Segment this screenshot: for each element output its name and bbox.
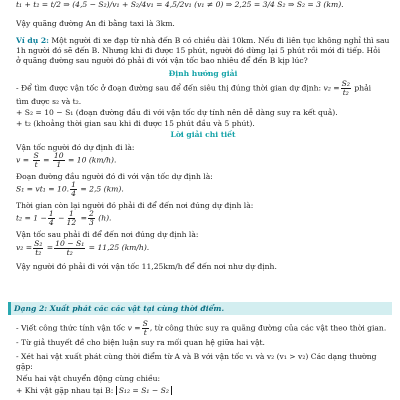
fraction-numerator: S [142, 320, 148, 328]
guide-line-1-text: - Để tìm được vận tốc ở đoạn đường sau để đến siêu thị đúng thời gian dự định: [16, 83, 324, 93]
fraction-numerator: 10 − S₁ [55, 239, 85, 248]
guide-formula-lhs: v₂ = [323, 83, 340, 93]
formula-text: v₂ = [16, 243, 33, 252]
method-bullet-3: - Xét hai vật xuất phát cùng thời điểm từ A và B với vận tốc v₁ và v₂ (v₁ > v₂) Các dạng thường [16, 352, 377, 361]
fraction-numerator: S₂ [341, 80, 350, 88]
guide-line-1 [16, 80, 390, 96]
guide-line-3: + S₂ = 10 − S₁ (đoạn đường đầu đi với vận tốc dự tính nên dễ dàng suy ra kết quả). [16, 108, 338, 117]
fraction-denominator: t [34, 159, 38, 168]
example-2-line-2: 1h người đó sẽ đến B. Nhưng khi đi được 15 phút, người đó dừng lại 5 phút rồi mới đi tiếp. Hỏi [16, 46, 381, 55]
fraction-numerator: S [33, 152, 39, 160]
guide-line-4: + t₂ (khoảng thời gian sau khi đi được 15 phút đầu và 5 phút). [16, 119, 255, 128]
method-case-heading: Nếu hai vật chuyển động cùng chiều: [16, 374, 161, 383]
fraction [48, 210, 55, 226]
formula-text: t₂ = 1 − [16, 213, 47, 223]
method-case-1 [16, 386, 390, 395]
formula-text: = 11,25 (km/h). [86, 243, 150, 252]
fraction [54, 240, 85, 257]
guide-line-1-end: phải [351, 83, 372, 93]
fraction [53, 152, 65, 168]
fraction-numerator: 1 [68, 210, 74, 218]
example-2-text-1: Một người đi xe đạp từ nhà đến B có chiều dài 10km. Nếu đi liên tục không nghỉ thì sau [48, 36, 390, 45]
fraction-denominator: 3 [88, 217, 94, 226]
fraction-denominator: t₂ [66, 247, 73, 257]
fraction-numerator: 2 [88, 210, 94, 218]
method-bullet-2: - Từ giả thuyết đề cho biện luận suy ra mối quan hệ giữa hai vật. [16, 338, 265, 347]
fraction [33, 152, 40, 168]
formula-text: − [55, 213, 65, 223]
guide-line-2: tìm được s₂ và t₂. [16, 97, 82, 106]
fraction-denominator: 4 [71, 188, 76, 197]
fraction-numerator: 10 [53, 152, 64, 160]
formula-text: = 2,5 (km). [77, 184, 124, 194]
formula-text: v = [127, 323, 141, 333]
fraction-numerator: 1 [48, 210, 54, 218]
fraction-denominator: 1 [56, 159, 62, 168]
example-2-line-1 [16, 36, 390, 45]
bullet-text: + Khi vật gặp nhau tại B: [16, 386, 116, 395]
solution-line-8 [16, 239, 390, 257]
solution-title: Lời giải chi tiết [170, 130, 236, 139]
fraction-denominator: t₂ [35, 247, 42, 257]
method-bullet-3-cont: gặp: [16, 362, 33, 371]
example-2-line-3: ở quãng đường sau người đó phải đi với vận tốc bao nhiêu để đến B kịp lúc? [16, 56, 308, 65]
boxed-formula: S₁₂ = S₁ − S₂ [116, 386, 172, 395]
fraction [88, 210, 95, 226]
fraction-denominator: 12 [66, 217, 77, 226]
solution-line-7: Vận tốc sau phải đi để đến nơi đúng dự định là: [16, 230, 199, 239]
formula-text: S₁ = vt₁ = 10. [16, 184, 70, 194]
previous-formula-line: t₁ + t₂ = t/2 ⇒ (4,5 − S₂)/v₁ + S₂/4v₁ = 4,5/2v₁ (v₁ ≠ 0) ⇒ 2,25 = 3/4 S₂ ⇒ S₂ = 3 (km). [16, 0, 344, 9]
solution-line-2 [16, 152, 390, 168]
solution-line-4 [16, 181, 390, 197]
fraction-numerator: 1 [71, 181, 76, 189]
fraction-denominator: t₂ [342, 87, 349, 96]
solution-line-5: Thời gian còn lại người đó phải đi để đến nơi đúng dự định là: [16, 201, 254, 210]
formula-text: (h). [95, 213, 112, 223]
fraction [142, 320, 149, 336]
example-2-label: Ví dụ 2: [16, 36, 49, 45]
guide-formula-fraction [341, 80, 351, 96]
fraction-denominator: t [143, 327, 147, 336]
fraction [70, 181, 77, 197]
formula-text: = [40, 155, 50, 165]
solution-line-6 [16, 210, 390, 226]
fraction-denominator: 4 [48, 217, 54, 226]
previous-conclusion: Vậy quãng đường An đi bằng taxi là 3km. [16, 19, 175, 28]
formula-text: = [78, 213, 87, 223]
fraction [33, 240, 43, 257]
fraction [66, 210, 78, 226]
solution-line-3: Đoạn đường đầu người đó đi với vận tốc dự định là: [16, 172, 213, 181]
bullet-text: - Viết công thức tính vận tốc [16, 323, 128, 333]
formula-text: = 10 (km/h). [65, 155, 117, 165]
formula-text: = [44, 243, 54, 252]
solution-line-1: Vận tốc người đó dự định đi là: [16, 143, 135, 152]
bullet-text: , từ công thức suy ra quãng đường của các vật theo thời gian. [149, 323, 387, 333]
guide-title: Định hướng giải [168, 69, 238, 78]
method-bullet-1 [16, 320, 390, 336]
fraction-numerator: S₂ [34, 239, 43, 248]
formula-text: v = [16, 155, 30, 165]
section-heading: Dạng 2: Xuất phát các các vật tại cùng thời điểm. [14, 304, 225, 313]
solution-conclusion: Vậy người đó phải đi với vận tốc 11,25km/h để đến nơi như dự định. [16, 262, 277, 271]
